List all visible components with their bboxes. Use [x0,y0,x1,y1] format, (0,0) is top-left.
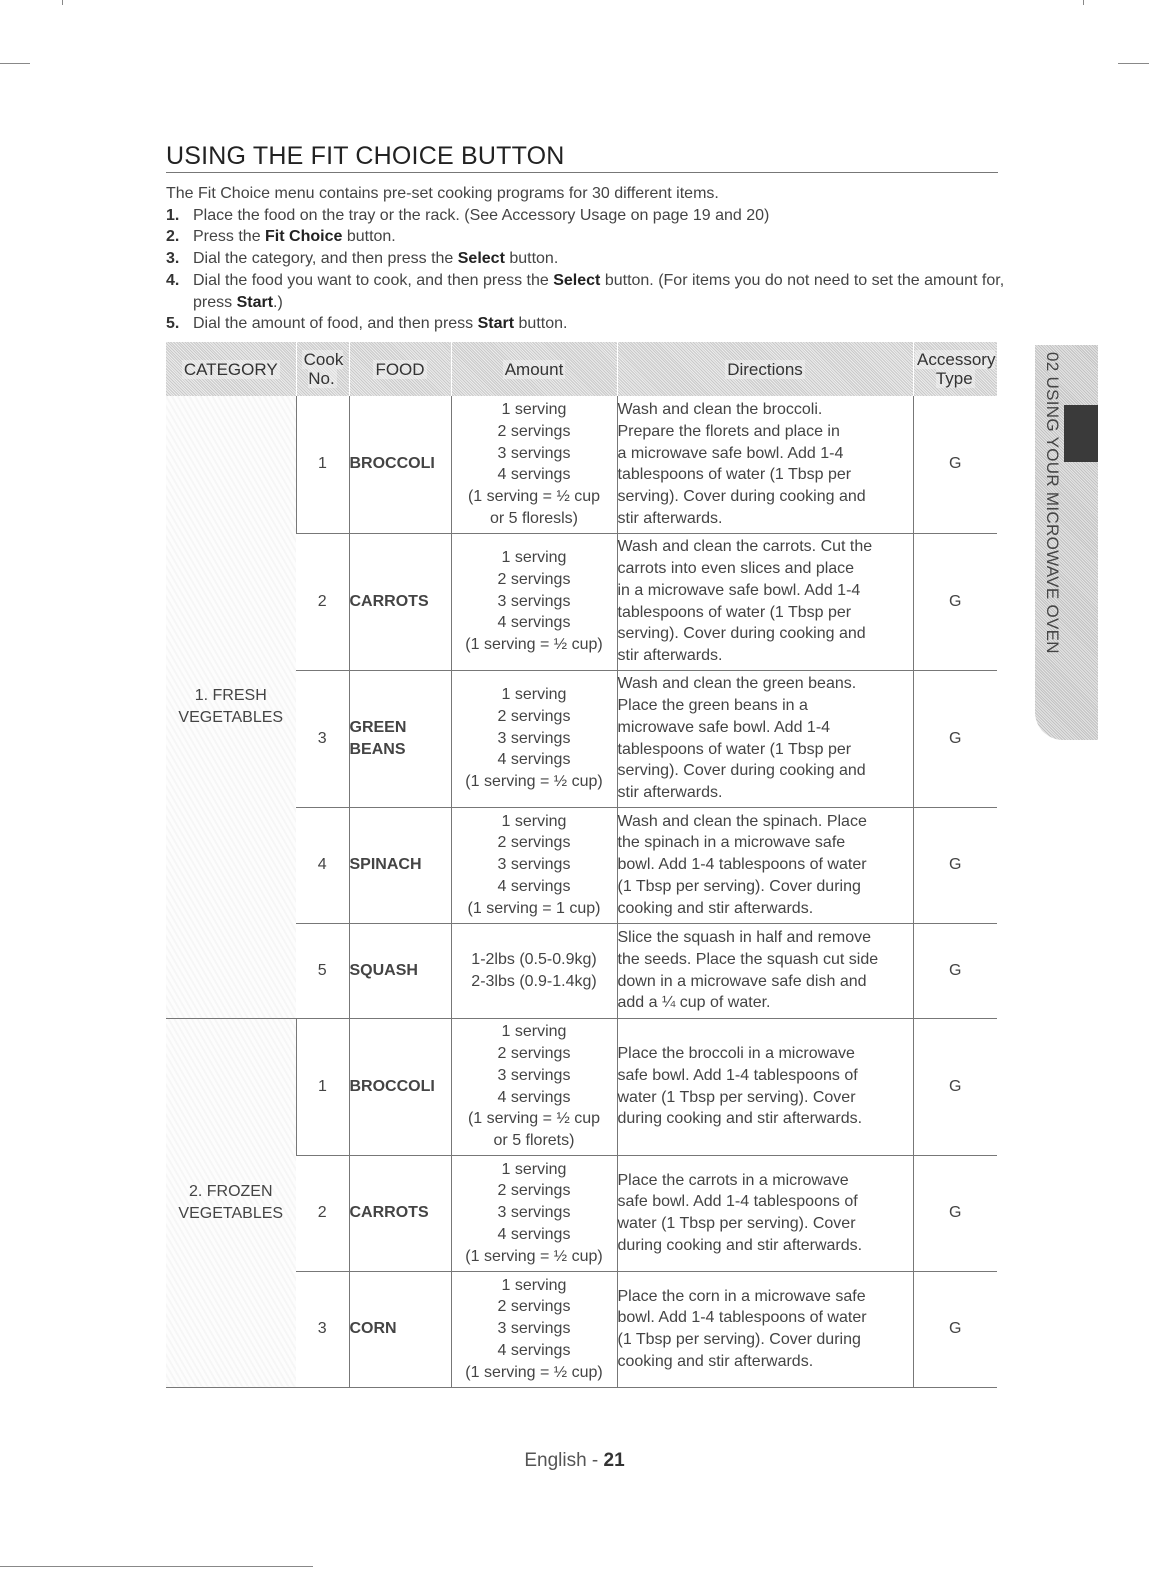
table-row [166,396,997,533]
amount [451,670,617,807]
amount-line: 2 servings [497,707,571,725]
header-directions: Directions [617,342,913,396]
directions-line: Place the broccoli in a microwave [617,1045,855,1063]
directions-line: cooking and stir afterwards. [617,1352,814,1370]
directions-line: serving). Cover during cooking and [617,762,866,780]
accessory-type: G [913,670,997,807]
table-body [166,396,997,1387]
directions-line: stir afterwards. [617,509,723,527]
directions-line: Place the corn in a microwave safe [617,1287,866,1305]
amount-line: 2 servings [497,1182,571,1200]
step-number: 4. [166,271,180,289]
amount-line: 1 serving [501,401,567,419]
accessory-type: G [913,396,997,533]
footer-language: English - [524,1450,604,1471]
food-name [349,923,451,1018]
directions-line: cooking and stir afterwards. [617,899,814,917]
cook-number: 5 [296,923,349,1018]
amount-line: 1 serving [501,1160,567,1178]
amount-line: (1 serving = ½ cup [467,487,601,505]
directions-line: safe bowl. Add 1-4 tablespoons of [617,1066,858,1084]
directions-line: Slice the squash in half and remove [617,929,871,947]
category-name: VEGETABLES [178,708,284,726]
accessory-type: G [913,1018,997,1155]
cook-number: 4 [296,807,349,923]
amount-line: 1 serving [501,686,567,704]
step-text: Dial the food you want to cook, and then press the [193,271,554,289]
amount-line: 3 servings [497,1204,571,1222]
step-text: button. [342,228,396,246]
food-name [349,1271,451,1387]
amount-line: 3 servings [497,444,571,462]
directions-line: carrots into even slices and place [617,560,855,578]
step-text: Press the [193,228,266,246]
food-name-line: GREEN [349,718,407,736]
directions-line: the spinach in a microwave safe [617,834,846,852]
directions-line: water (1 Tbsp per serving). Cover [617,1215,856,1232]
category-name: 1. FRESH [194,687,267,705]
step-number: 3. [166,250,180,268]
step-text: .) [273,293,283,311]
amount-line: 2 servings [497,1045,571,1063]
amount-line: (1 serving = ½ cup) [465,1363,603,1381]
directions-line: safe bowl. Add 1-4 tablespoons of [617,1193,858,1211]
amount-line: 2 servings [497,422,571,440]
step-item [166,313,1006,335]
amount-line: 2-3lbs (0.9-1.4kg) [471,972,597,990]
amount-line: 2 servings [497,570,571,588]
step-item [166,248,1006,270]
directions-line: stir afterwards. [617,646,723,664]
page-footer [0,1450,1149,1472]
food-name-line: BEANS [349,740,406,758]
page-title: USING THE FIT CHOICE BUTTON [166,142,998,173]
directions [617,533,913,670]
food-name [349,1018,451,1155]
step-number: 1. [166,206,180,224]
directions [617,807,913,923]
food-name [349,1155,451,1271]
directions-line: Wash and clean the broccoli. [617,401,823,419]
food-name [349,670,451,807]
step-text: button. (For items you do not need to set the amount for, press [193,271,1005,311]
accessory-type: G [913,1155,997,1271]
directions-line: serving). Cover during cooking and [617,625,866,643]
step-text: button. [514,315,568,333]
amount [451,533,617,670]
step-item [166,226,1006,248]
directions-line: bowl. Add 1-4 tablespoons of water [617,1309,867,1327]
cook-number: 2 [296,1155,349,1271]
directions-line: stir afterwards. [617,783,723,801]
amount-line: 2 servings [497,1298,571,1316]
cook-number: 3 [296,1271,349,1387]
crop-mark [62,0,63,5]
amount-line: 4 servings [497,751,571,769]
header-food: FOOD [349,342,451,396]
directions-line: (1 Tbsp per serving). Cover during [617,1331,861,1348]
amount-line: 3 servings [497,729,571,747]
food-name-line: BROCCOLI [349,455,435,473]
food-name-line: SQUASH [349,961,418,979]
step-text: Dial the category, and then press the [193,250,458,268]
directions-line: microwave safe bowl. Add 1-4 [617,718,831,736]
header-category: CATEGORY [166,342,296,396]
amount [451,396,617,533]
amount-line: 2 servings [497,834,571,852]
step-keyword: Start [477,315,515,333]
amount-line: 4 servings [497,877,571,895]
directions-line: bowl. Add 1-4 tablespoons of water [617,856,867,874]
amount-line: 4 servings [497,1225,571,1243]
amount [451,807,617,923]
amount-line: 3 servings [497,1320,571,1338]
amount-line: (1 serving = ½ cup) [465,636,603,654]
step-item [166,270,1006,313]
step-keyword: Fit Choice [265,228,343,246]
crop-mark [1118,63,1149,64]
amount-line: 1 serving [501,812,567,830]
directions-line: water (1 Tbsp per serving). Cover [617,1088,856,1106]
header-cook-no: Cook No. [296,342,349,396]
chapter-tab-label: 02 USING YOUR MICROWAVE OVEN [1043,352,1062,654]
chapter-tab-marker [1064,405,1098,462]
intro-text: The Fit Choice menu contains pre-set cooking programs for 30 different items. [166,185,719,202]
food-name [349,533,451,670]
amount-line: (1 serving = 1 cup) [467,899,601,917]
food-name-line: CARROTS [349,1204,429,1222]
accessory-type: G [913,923,997,1018]
accessory-type: G [913,1271,997,1387]
food-name-line: BROCCOLI [349,1077,435,1095]
directions-line: during cooking and stir afterwards. [617,1110,863,1128]
directions-line: tablespoons of water (1 Tbsp per [617,603,852,621]
fit-choice-table [166,342,997,1388]
food-name-line: CARROTS [349,592,429,610]
amount-line: or 5 florets) [493,1131,575,1149]
amount-line: 1-2lbs (0.5-0.9kg) [471,950,597,968]
cook-number: 3 [296,670,349,807]
amount [451,923,617,1018]
header-accessory-type: Accessory Type [913,342,997,396]
directions-line: down in a microwave safe dish and [617,972,867,990]
category-name: 2. FROZEN [188,1182,273,1200]
step-number: 2. [166,228,180,246]
directions [617,1018,913,1155]
crop-mark [1083,0,1084,5]
category-cell [166,396,296,1018]
amount-line: 1 serving [501,549,567,567]
directions-line: Prepare the florets and place in [617,422,840,440]
category-cell [166,1018,296,1387]
directions-line: Wash and clean the carrots. Cut the [617,538,873,556]
table-header-row [166,342,997,396]
step-keyword: Select [553,271,601,289]
directions-line: serving). Cover during cooking and [617,487,866,505]
directions-line: add a ¼ cup of water. [617,994,771,1012]
amount-line: 4 servings [497,1088,571,1106]
amount [451,1018,617,1155]
amount-line: 3 servings [497,592,571,610]
directions-line: Wash and clean the spinach. Place [617,812,867,830]
food-name-line: CORN [349,1320,397,1338]
food-name [349,807,451,923]
amount-line: (1 serving = ½ cup) [465,1247,603,1265]
step-text: Dial the amount of food, and then press [193,315,478,333]
amount-line: 3 servings [497,1066,571,1084]
directions-line: Place the carrots in a microwave [617,1171,849,1189]
amount [451,1271,617,1387]
step-text: Place the food on the tray or the rack. (See Accessory Usage on page 19 and 20) [193,206,770,224]
steps-list [166,205,1006,335]
cook-number: 1 [296,1018,349,1155]
amount-line: or 5 floresls) [489,509,579,527]
step-number: 5. [166,315,180,333]
directions-line: Place the green beans in a [617,697,808,715]
directions [617,670,913,807]
directions [617,1271,913,1387]
cook-number: 1 [296,396,349,533]
accessory-type: G [913,807,997,923]
directions-line: a microwave safe bowl. Add 1-4 [617,444,844,462]
directions [617,396,913,533]
directions-line: Wash and clean the green beans. [617,675,857,693]
food-name-line: SPINACH [349,856,422,874]
step-keyword: Start [236,293,274,311]
directions-line: during cooking and stir afterwards. [617,1236,863,1254]
accessory-type: G [913,533,997,670]
instructions [166,183,1006,335]
crop-mark [0,1566,313,1567]
step-item [166,205,1006,227]
table-row [166,1018,997,1155]
amount-line: 4 servings [497,1341,571,1359]
amount-line: 4 servings [497,614,571,632]
amount [451,1155,617,1271]
crop-mark [0,63,30,64]
step-text: button. [504,250,559,268]
category-name: VEGETABLES [178,1204,284,1222]
cook-number: 2 [296,533,349,670]
step-keyword: Select [457,250,505,268]
amount-line: (1 serving = ½ cup [467,1110,601,1128]
amount-line: 1 serving [501,1023,567,1041]
amount-line: 1 serving [501,1276,567,1294]
amount-line: (1 serving = ½ cup) [465,773,603,791]
food-name [349,396,451,533]
amount-line: 3 servings [497,856,571,874]
directions-line: the seeds. Place the squash cut side [617,950,879,968]
directions [617,923,913,1018]
amount-line: 4 servings [497,466,571,484]
directions [617,1155,913,1271]
directions-line: tablespoons of water (1 Tbsp per [617,740,852,758]
directions-line: tablespoons of water (1 Tbsp per [617,466,852,484]
page-number: 21 [603,1450,625,1471]
directions-line: (1 Tbsp per serving). Cover during [617,877,861,895]
directions-line: in a microwave safe bowl. Add 1-4 [617,581,861,599]
header-amount: Amount [451,342,617,396]
